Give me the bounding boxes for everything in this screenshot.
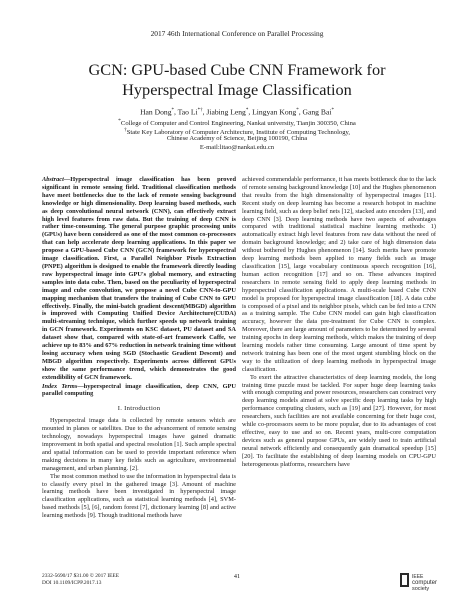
title-line-2: Hyperspectral Image Classification	[122, 80, 352, 99]
index-terms	[42, 383, 236, 399]
affiliation-mark: *	[118, 118, 121, 124]
logo-word-computer: computer	[412, 580, 438, 586]
author-name: Tao Li	[177, 107, 198, 117]
author-mark: *	[331, 108, 334, 113]
body-paragraph: To exert the attractive characteristics of deep learning models, the long training time puzzle must be tackled. For super huge deep learning tasks with enough computing and power resources, researchers can construct very deep learning models aimed at solve specific deep learning tasks by high performance computing clusters, such as [19] and [27]. However, for most researchers, such facilities are not available concerning for their huge cost, while co-processors seem to be more popular, due to its advantages of cost effective, easy to use and so on. Recent years, multi-core computation devices such as general purpose GPUs, are widely used to train artificial neural network efficiently and consequently gain dramatical speedup [15] [20]. To facilitate the establishing of deep learning models on CPU-GPU heterogeneous platforms, researchers have	[242, 373, 436, 468]
left-column	[42, 176, 236, 520]
abstract-label: Abstract	[42, 176, 64, 183]
affiliation-mark: †	[123, 127, 127, 133]
contact-email: E-mail:litao@nankai.edu.cn	[199, 144, 275, 151]
ieee-computer-society-logo	[399, 570, 447, 592]
index-terms-label: Index Terms	[42, 382, 78, 390]
affiliation-1: *College of Computer and Control Engineering, Nankai university, Tianjin 300350, China	[118, 118, 356, 128]
body-paragraph: The most common method to use the information in hyperspectral data is to classify every pixel in the gathered image [3]. Amount of machine learning methods have been investigated in hyperspectral image classification applications, such as statistical learning methods [4], SVM-based methods [5], [6], random forest [7], dictionary learning [8] and active learning methods [9]. Though traditional methods have	[42, 472, 236, 520]
body-paragraph: Hyperspectral image data is collected by remote sensors which are mounted in planes or satellites. Due to the advancement of remote sensing technology, nowadays hyperspectral images have gained dramatic improvement in both spatial and spectral resolution [1]. Such ample spectral and spatial information can be used to provide important reference when making decisions in many key fields such as agriculture, environmental management, and urban planning. [2].	[42, 417, 236, 472]
author-name: Gang Bai	[302, 107, 332, 117]
title-line-1: GCN: GPU-based Cube CNN Framework for	[88, 60, 386, 79]
section-heading-introduction: I. Introduction	[117, 405, 161, 413]
author-name: Lingyan Kong	[252, 107, 297, 117]
index-terms-text: —hyperspectral image classification, deep CNN, GPU parallel computing	[42, 382, 236, 398]
right-column	[242, 176, 436, 469]
author-mark: *†	[197, 108, 203, 113]
author-mark: *	[245, 108, 249, 113]
logo-word-society: society	[412, 586, 430, 592]
body-paragraph: achieved commendable performance, it has meets bottleneck due to the lack of remote sensing background knowledge [10] and the Hughes phenomenon that results from the high dimensionality of hyperspectral images [11]. Recent study on deep learning has become a research hotspot in machine learning field, such as deep belief nets [12], stacked auto encoders [13], and deep CNN [3]. Deep learning methods have two aspects of advantages compared with traditional statistical machine learning methods: 1) automatically extract high level features from raw data without the need of domain background knowledge; and 2) take care of high dimension data without bothered by Hughes phenomenon [14]. Such merits have promote deep learning methods been applied to many fields such as image classification [15], large vocabulary continuous speech recognition [16], human action recognition [17] and so on. These advances inspired researchers in remote sensing field to apply deep learning methods in hyperspectral classification applications. A multi-scale based Cube CNN model is proposed for hyperspectral image classification [18]. A data cube is composed of a pixel and its neighbor pixels, which can be fed into a CNN as a training sample. The Cube CNN model can gain high classification accuracy, however the data pre-treatment for Cube CNN is complex. Moreover, there are large amount of parameters to be determined by several training epochs in deep learning methods, which makes the training of deep learning models rather time consuming. Large amount of time spent by network training has been one of the most urgent stumbling block on the way to the utilization of deep learning methods in hyperspectral image classification.	[242, 176, 436, 373]
author-list: Han Dong*, Tao Li*†, Jiabing Leng*, Lingyan Kong*, Gang Bai*	[140, 107, 334, 117]
paper-title	[20, 60, 454, 100]
doi-line: DOI 10.1109/ICPP.2017.13	[42, 580, 102, 586]
copyright-line: 2332-5690/17 $31.00 © 2017 IEEE	[42, 573, 120, 579]
abstract-text: —Hyperspectral image classification has been proved significant in remote sensing field. Traditional classification methods have meet bottlenecks due to the lack of remote sensing background knowledge or high dimensionality. Deep learning based methods, such as deep convolutional neural network (CNN), can effectively extract high level features from raw data. But the training of deep CNN is rather time-consuming. The general purpose graphic processing units (GPUs) have been considered as one of the most common co-processors that can help accelerate deep learning applications. In this paper we propose a GPU-based Cube CNN (GCN) framework for hyperspectral image classification. First, a Parallel Neighbor Pixels Extraction (PNPE) algorithm is designed to enable the framework directly loading raw hyperspectral image into GPU's global memory, and extracting samples into data cube. Then, based on the peculiarity of hyperspectral image and cube convolution, we propose a novel Cube CNN-to-GPU mapping mechanism that transfers the training of Cube CNN to GPU effectively. Finally, the mini-batch gradient descent(MBGD) algorithm is improved with Computing Unified Device Architecture(CUDA) multi-streaming technique, which further speeds up network training in GCN framework. Experiments on KSC dataset, PU dataset and SA dataset show that, compared with state-of-art framework Caffe, we achieve up to 83% and 67% reduction in network training time without losing accuracy when using SGD (Stochastic Gradient Descent) and MBGD algorithm respectively. Experiments across different GPUs show the same performance trend, which demonstrates the good extendibility of GCN framework.	[42, 176, 236, 381]
author-name: Han Dong	[140, 107, 172, 117]
logo-word-ieee: IEEE	[412, 574, 424, 580]
abstract	[42, 176, 236, 382]
affiliation-2-line-2: Chinese Academy of Science, Beijing 100190, China	[166, 135, 308, 142]
author-mark: *	[171, 108, 174, 113]
author-mark: *	[296, 108, 299, 113]
page-number: 41	[233, 573, 241, 580]
affiliation-2: †State Key Laboratory of Computer Architecture, Institute of Computing Technology,	[123, 127, 351, 137]
author-name: Jiabing Leng	[206, 107, 246, 117]
conference-header: 2017 46th International Conference on Parallel Processing	[150, 29, 324, 38]
